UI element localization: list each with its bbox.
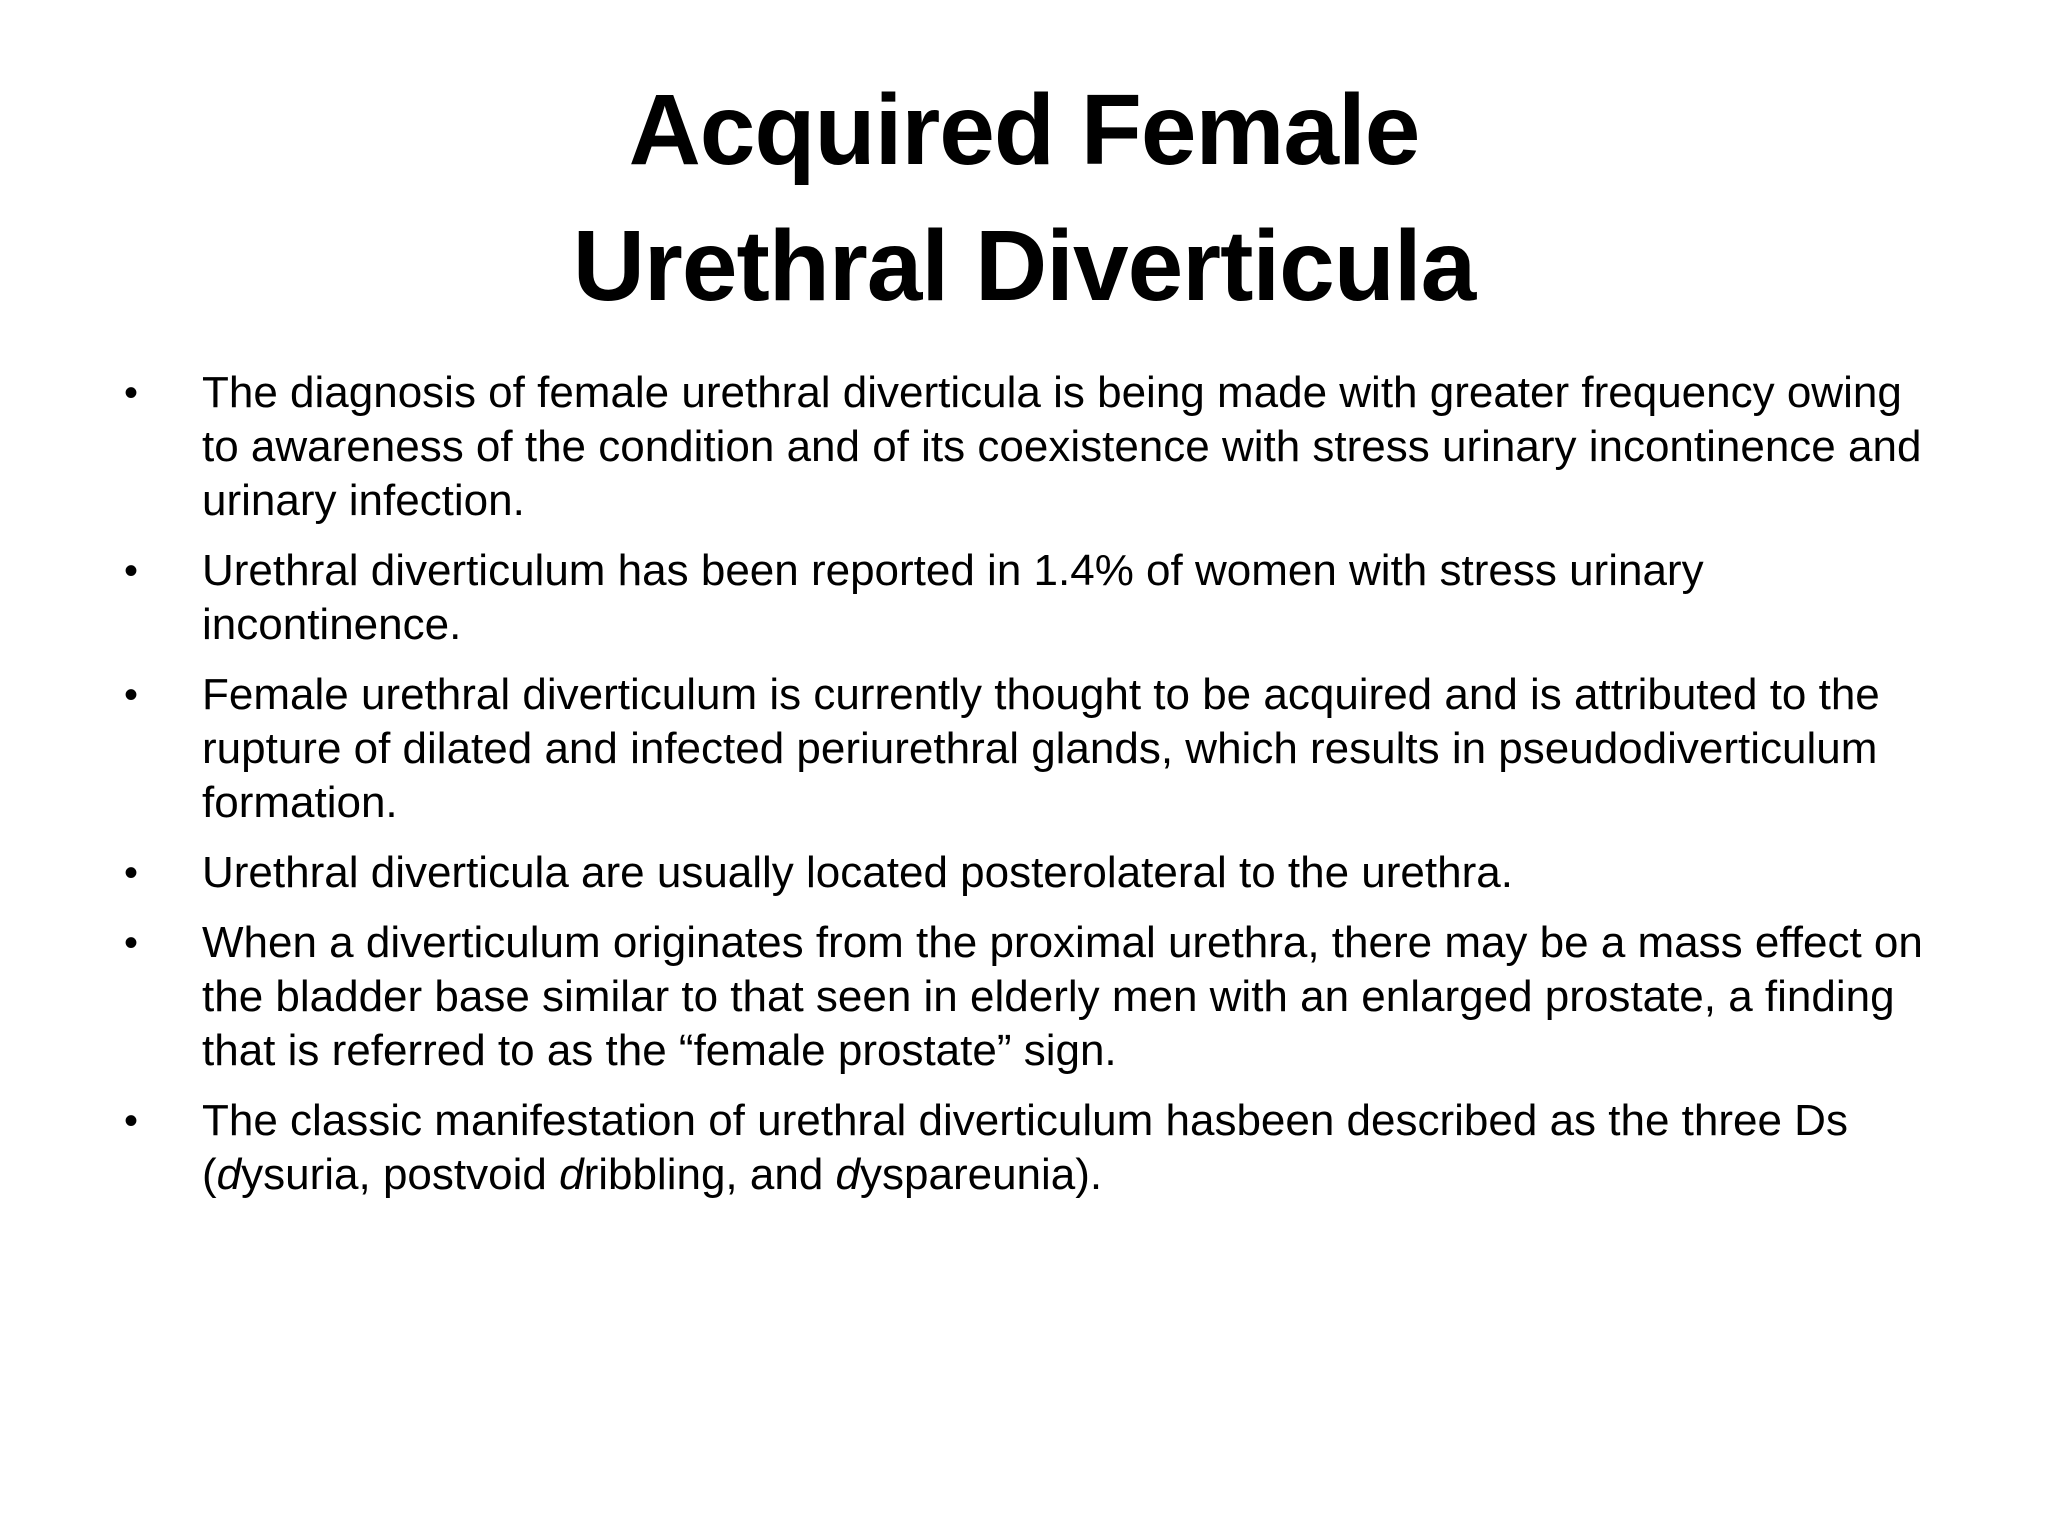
bullet-text-segment: Urethral diverticula are usually located posterolateral to the urethra.	[202, 848, 1513, 897]
bullet-marker: •	[124, 851, 139, 895]
bullet-text-segment: yspareunia).	[860, 1150, 1103, 1199]
bullet-text-italic-segment: d	[216, 1150, 242, 1199]
bullet-text	[202, 368, 1921, 525]
bullet-marker: •	[124, 371, 139, 415]
bullet-text-segment: The diagnosis of female urethral diverticula is being made with greater frequency owing to awareness of the condition and of its coexistence with stress urinary incontinence and urinary infection.	[202, 368, 1922, 525]
bullet-text	[202, 918, 1923, 1075]
bullet-text	[202, 670, 1880, 827]
bullet-marker: •	[124, 1099, 139, 1143]
bullet-text-segment: ribbling, and	[583, 1150, 836, 1199]
bullet-text-italic-segment: d	[559, 1150, 584, 1199]
bullet-marker: •	[124, 921, 139, 965]
slide-title	[0, 62, 2048, 334]
bullet-marker: •	[124, 673, 139, 717]
bullet-text	[202, 1096, 1848, 1199]
bullet-list	[118, 366, 1948, 1218]
bullet-item	[118, 366, 1948, 528]
bullet-text-segment: The classic manifestation of urethral diverticulum hasbeen described as the three Ds (	[202, 1096, 1848, 1199]
title-line-2: Urethral Diverticula	[572, 210, 1476, 322]
bullet-text-italic-segment: d	[835, 1150, 860, 1199]
bullet-item	[118, 846, 1948, 900]
bullet-text-segment: Female urethral diverticulum is currently thought to be acquired and is attributed to the rupture of dilated and infected periurethral glands, which results in pseudodiverticulum formation.	[202, 670, 1880, 827]
bullet-text	[202, 546, 1704, 649]
bullet-text-segment: When a diverticulum originates from the proximal urethra, there may be a mass effect on the bladder base similar to that seen in elderly men with an enlarged prostate, a finding that is referred to as the “female prostate” sign.	[202, 918, 1923, 1075]
bullet-item	[118, 544, 1948, 652]
bullet-item	[118, 1094, 1948, 1202]
bullet-marker: •	[124, 549, 139, 593]
title-line-1: Acquired Female	[628, 74, 1420, 186]
bullet-item	[118, 916, 1948, 1078]
bullet-text	[202, 848, 1513, 897]
bullet-text-segment: ysuria, postvoid	[241, 1150, 560, 1199]
bullet-text-segment: Urethral diverticulum has been reported in 1.4% of women with stress urinary incontinence.	[202, 546, 1704, 649]
bullet-item	[118, 668, 1948, 830]
